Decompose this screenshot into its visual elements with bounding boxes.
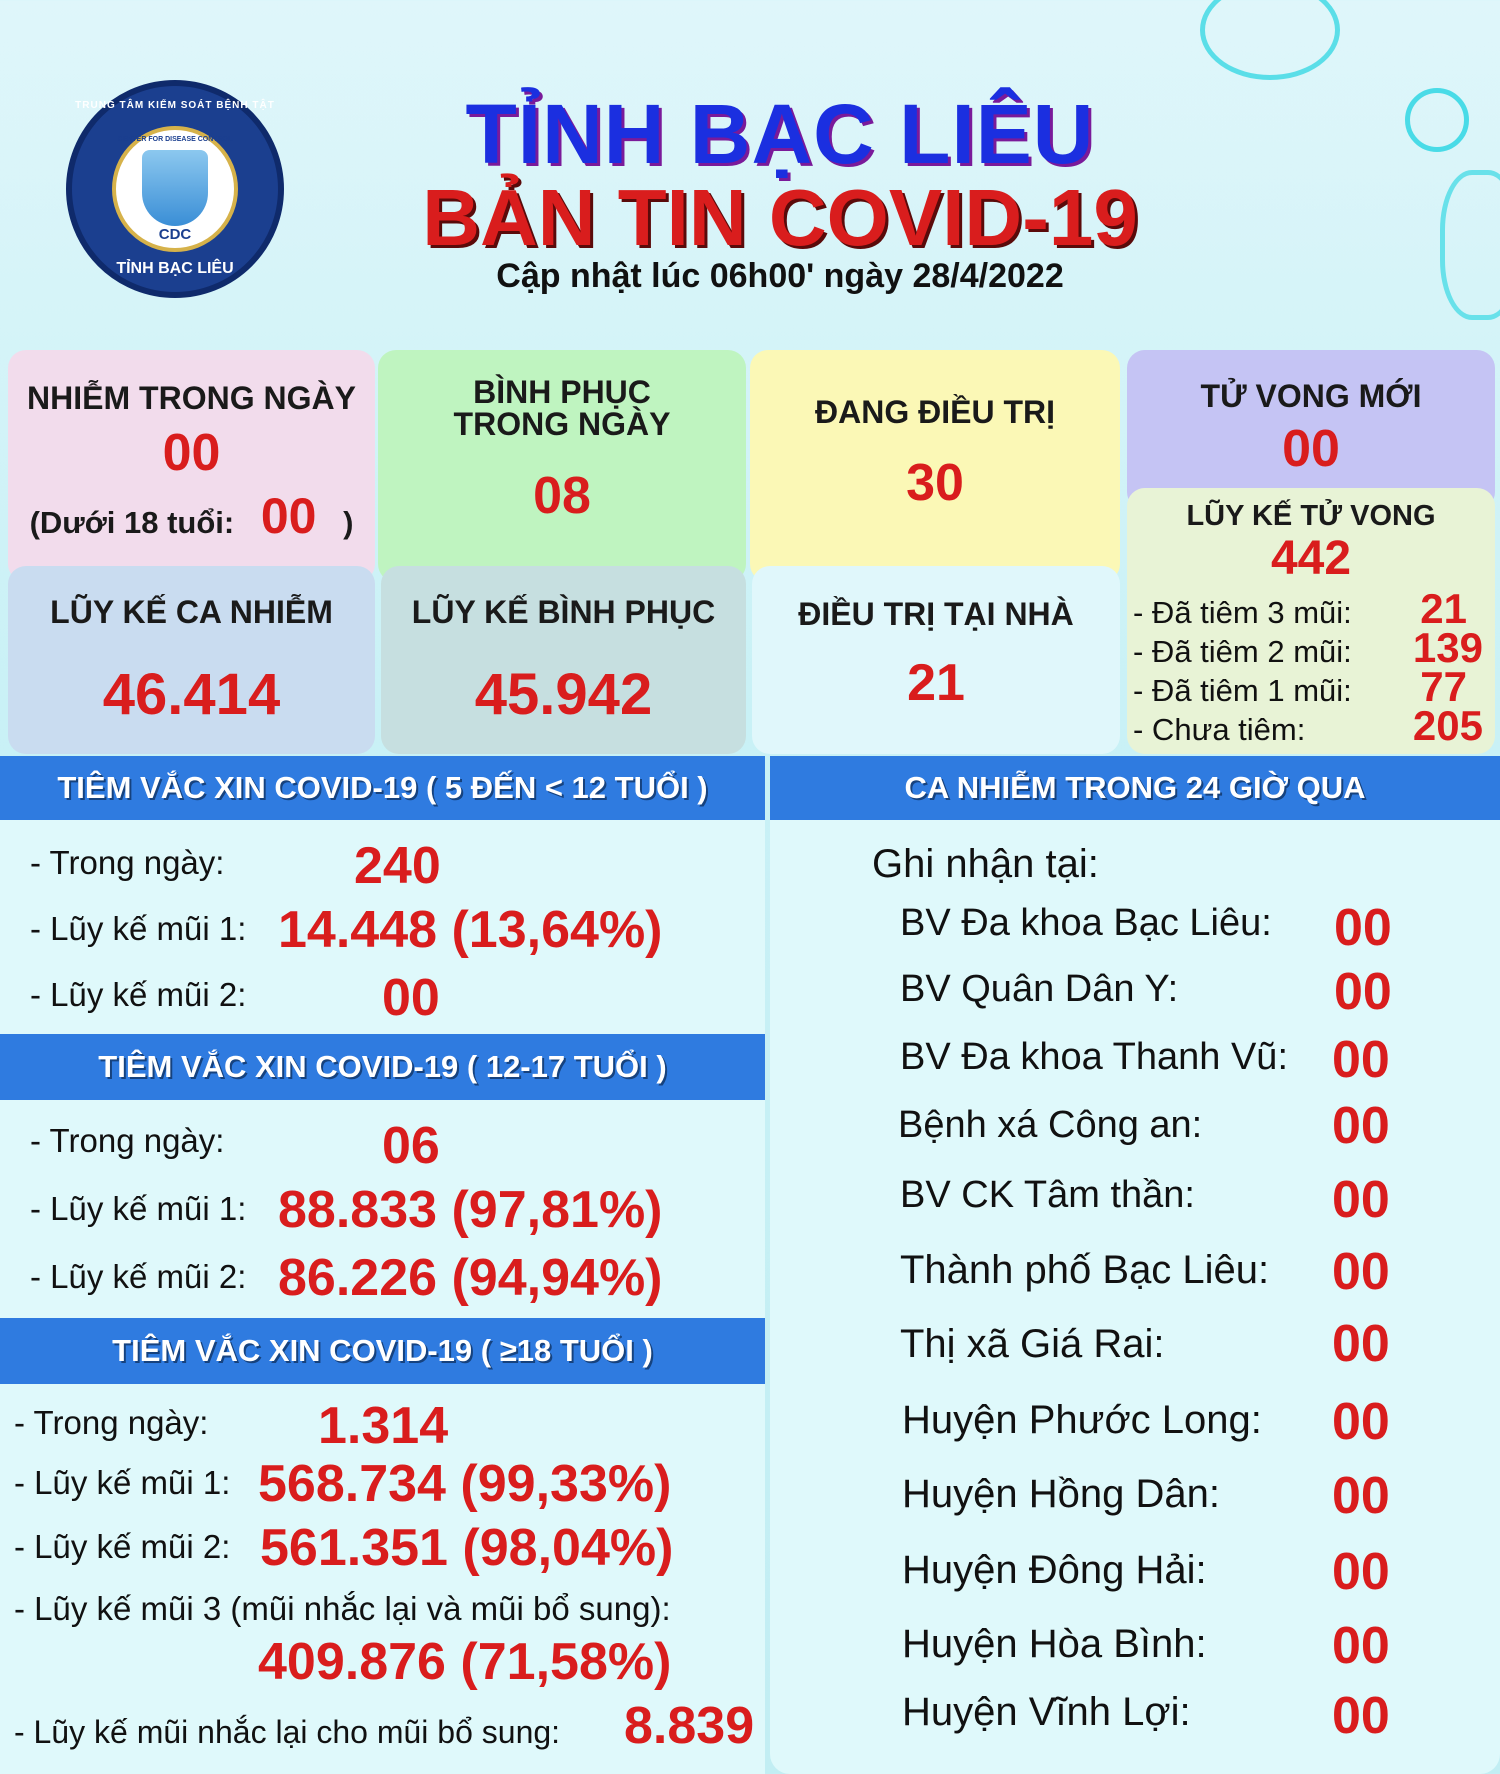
location-label: Huyện Đông Hải: bbox=[902, 1548, 1207, 1592]
vac-row-label: - Lũy kế mũi 2: bbox=[14, 1528, 231, 1565]
cumulative-deaths-value: 442 bbox=[1270, 532, 1352, 585]
location-row bbox=[902, 1467, 1482, 1532]
in-treatment-label: ĐANG ĐIỀU TRỊ bbox=[815, 394, 1055, 430]
dose3-label: - Lũy kế mũi 3 (mũi nhắc lại và mũi bổ sung): bbox=[14, 1590, 671, 1627]
location-value: 00 bbox=[1332, 1171, 1390, 1229]
new-deaths-label: TỬ VONG MỚI bbox=[1200, 378, 1422, 414]
vac-row-value: 1.314 bbox=[318, 1397, 449, 1455]
location-value: 00 bbox=[1334, 899, 1392, 957]
vac-row-label: - Trong ngày: bbox=[14, 1404, 209, 1441]
location-row bbox=[900, 1031, 1480, 1096]
card-home-treatment bbox=[752, 566, 1120, 754]
location-value: 00 bbox=[1334, 963, 1392, 1021]
under18-line bbox=[8, 487, 375, 545]
breakdown-label: - Đã tiêm 1 mũi: bbox=[1133, 673, 1352, 708]
section-header-18-plus: TIÊM VẮC XIN COVID-19 ( ≥18 TUỔI ) bbox=[0, 1318, 765, 1384]
logo-ring-top-text: TRUNG TÂM KIỂM SOÁT BỆNH TẬT bbox=[75, 100, 275, 111]
location-row bbox=[898, 1097, 1478, 1164]
vac-row bbox=[30, 837, 730, 895]
location-value: 00 bbox=[1332, 1617, 1390, 1675]
breakdown-label: - Chưa tiêm: bbox=[1133, 712, 1306, 747]
vac-row-value: 14.448 (13,64%) bbox=[278, 901, 663, 959]
vac-row bbox=[30, 1249, 730, 1307]
vac-row-value: 00 bbox=[382, 969, 440, 1027]
cumulative-recovered-label: LŨY KẾ BÌNH PHỤC bbox=[411, 594, 716, 630]
section-header-cases-24h: CA NHIỄM TRONG 24 GIỜ QUA bbox=[770, 756, 1500, 820]
location-row bbox=[900, 963, 1480, 1028]
cumulative-cases-label: LŨY KẾ CA NHIỄM bbox=[50, 594, 333, 630]
vac-row-label: - Lũy kế mũi 2: bbox=[30, 976, 247, 1013]
vac-row bbox=[14, 1519, 754, 1577]
logo-inner-ring-text: CENTER FOR DISEASE CONTROL bbox=[117, 136, 233, 143]
card-in-treatment bbox=[750, 350, 1120, 582]
location-value: 00 bbox=[1332, 1467, 1390, 1525]
vac-row bbox=[30, 901, 730, 959]
recovered-today-label-line2: TRONG NGÀY bbox=[453, 406, 671, 442]
card-infected-today bbox=[8, 350, 375, 582]
vac-row-value: 240 bbox=[354, 837, 441, 895]
location-value: 00 bbox=[1332, 1097, 1390, 1155]
vac-row-label: - Trong ngày: bbox=[30, 1122, 225, 1159]
dose3-value: 409.876 (71,58%) bbox=[258, 1633, 672, 1691]
location-value: 00 bbox=[1332, 1687, 1390, 1745]
cases-intro: Ghi nhận tại: bbox=[872, 842, 1099, 886]
breakdown-label: - Đã tiêm 2 mũi: bbox=[1133, 634, 1352, 669]
card-cumulative-recovered bbox=[381, 566, 746, 754]
location-label: BV CK Tâm thần: bbox=[900, 1174, 1195, 1216]
recovered-today-label-line1: BÌNH PHỤC bbox=[473, 374, 651, 410]
vac-row-label: - Trong ngày: bbox=[30, 844, 225, 881]
cdc-logo bbox=[66, 80, 284, 298]
card-cumulative-deaths bbox=[1127, 488, 1495, 754]
card-recovered-today bbox=[378, 350, 746, 582]
section-header-12-17: TIÊM VẮC XIN COVID-19 ( 12-17 TUỔI ) bbox=[0, 1034, 765, 1100]
vac-row-value: 88.833 (97,81%) bbox=[278, 1181, 663, 1239]
update-timestamp: Cập nhật lúc 06h00' ngày 28/4/2022 bbox=[496, 257, 1064, 295]
location-label: Bệnh xá Công an: bbox=[898, 1104, 1203, 1146]
cumulative-recovered-value: 45.942 bbox=[474, 662, 653, 727]
location-label: Huyện Vĩnh Lợi: bbox=[902, 1690, 1191, 1734]
breakdown-label: - Đã tiêm 3 mũi: bbox=[1133, 595, 1352, 630]
location-value: 00 bbox=[1332, 1393, 1390, 1451]
breakdown-value: 77 bbox=[1420, 663, 1467, 710]
in-treatment-value: 30 bbox=[906, 454, 964, 512]
location-label: Thành phố Bạc Liêu: bbox=[900, 1248, 1270, 1292]
location-label: BV Đa khoa Thanh Vũ: bbox=[900, 1036, 1288, 1078]
location-label: Huyện Phước Long: bbox=[902, 1398, 1262, 1442]
page-title: TỈNH BẠC LIÊU bbox=[465, 87, 1095, 181]
vac-row-value: 86.226 (94,94%) bbox=[278, 1249, 663, 1307]
location-value: 00 bbox=[1332, 1243, 1390, 1301]
location-label: Huyện Hòa Bình: bbox=[902, 1622, 1207, 1666]
location-value: 00 bbox=[1332, 1031, 1390, 1089]
location-row bbox=[900, 1171, 1480, 1234]
cumulative-cases-value: 46.414 bbox=[102, 662, 281, 727]
deaths-breakdown-list bbox=[1127, 585, 1495, 749]
vac-row-value: 06 bbox=[382, 1117, 440, 1175]
page-subtitle: BẢN TIN COVID-19 bbox=[422, 173, 1138, 262]
location-label: BV Quân Dân Y: bbox=[900, 968, 1179, 1010]
cumulative-deaths-label: LŨY KẾ TỬ VONG bbox=[1186, 500, 1436, 532]
vac-row-label: - Lũy kế mũi 1: bbox=[14, 1464, 231, 1501]
section-header-5-12: TIÊM VẮC XIN COVID-19 ( 5 ĐẾN < 12 TUỔI ) bbox=[0, 756, 765, 820]
location-label: Huyện Hồng Dân: bbox=[902, 1472, 1220, 1516]
new-deaths-value: 00 bbox=[1282, 420, 1340, 478]
vac-row-label: - Lũy kế mũi 1: bbox=[30, 1190, 247, 1227]
virus-decoration-icon bbox=[1440, 170, 1500, 320]
vac-row bbox=[14, 1455, 754, 1513]
panel-18-plus bbox=[0, 1384, 765, 1774]
location-row bbox=[902, 1687, 1482, 1750]
breakdown-value: 205 bbox=[1412, 702, 1483, 749]
infected-today-label: NHIỄM TRONG NGÀY bbox=[27, 380, 356, 416]
breakdown-value: 139 bbox=[1412, 624, 1483, 671]
panel-cases-24h bbox=[770, 820, 1500, 1774]
location-row bbox=[902, 1543, 1482, 1608]
logo-ring-bottom-text: TỈNH BẠC LIÊU bbox=[116, 260, 234, 277]
home-treatment-label: ĐIỀU TRỊ TẠI NHÀ bbox=[798, 596, 1074, 632]
logo-inner-circle bbox=[112, 126, 238, 252]
recovered-today-value: 08 bbox=[533, 467, 591, 525]
home-treatment-value: 21 bbox=[907, 654, 965, 712]
location-row bbox=[900, 899, 1480, 962]
infected-today-value: 00 bbox=[162, 424, 221, 482]
vac-row bbox=[30, 1117, 730, 1175]
vac-row-value: 568.734 (99,33%) bbox=[258, 1455, 672, 1513]
location-row bbox=[902, 1393, 1482, 1458]
vac-row bbox=[14, 1397, 754, 1455]
location-value: 00 bbox=[1332, 1543, 1390, 1601]
under18-value: 00 bbox=[260, 488, 317, 544]
under18-prefix: (Dưới 18 tuổi: bbox=[29, 505, 235, 540]
location-label: Thị xã Giá Rai: bbox=[900, 1322, 1165, 1366]
virus-decoration-icon bbox=[1405, 88, 1469, 152]
location-value: 00 bbox=[1332, 1315, 1390, 1373]
logo-shield-icon bbox=[142, 150, 208, 226]
vac-row-label: - Lũy kế mũi 1: bbox=[30, 910, 247, 947]
card-cumulative-cases bbox=[8, 566, 375, 754]
deaths-breakdown-row bbox=[1133, 585, 1495, 632]
location-row bbox=[902, 1617, 1482, 1682]
location-label: BV Đa khoa Bạc Liêu: bbox=[900, 902, 1272, 944]
logo-cdc-text: CDC bbox=[158, 226, 192, 243]
vac-row-value: 561.351 (98,04%) bbox=[260, 1519, 674, 1577]
booster-value: 8.839 bbox=[624, 1697, 755, 1755]
virus-decoration-icon bbox=[1200, 0, 1340, 80]
card-new-deaths bbox=[1127, 350, 1495, 510]
booster-label: - Lũy kế mũi nhắc lại cho mũi bổ sung: bbox=[14, 1714, 561, 1750]
under18-suffix: ) bbox=[343, 505, 354, 540]
vac-row bbox=[30, 969, 730, 1027]
vac-row-label: - Lũy kế mũi 2: bbox=[30, 1258, 247, 1295]
location-row bbox=[900, 1243, 1480, 1308]
location-row bbox=[900, 1315, 1480, 1382]
breakdown-value: 21 bbox=[1420, 585, 1467, 632]
panel-5-12 bbox=[0, 820, 765, 1034]
vac-row bbox=[30, 1181, 730, 1239]
panel-12-17 bbox=[0, 1100, 765, 1318]
